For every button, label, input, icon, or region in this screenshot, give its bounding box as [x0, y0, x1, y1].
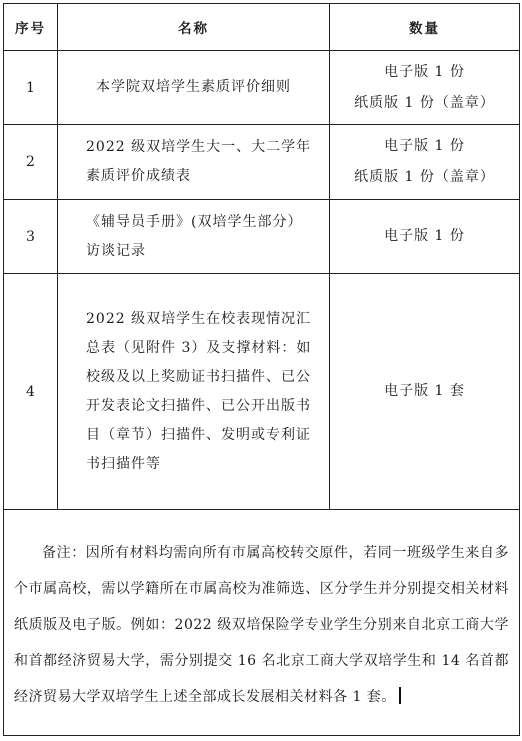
quantity-line: 纸质版 1 份（盖章） — [354, 94, 495, 111]
quantity-line: 电子版 1 份 — [384, 138, 465, 154]
note-text: 备注：因所有材料均需向所有市属高校转交原件，若同一班级学生来自多个市属高校，需以学籍所在市属高校为准筛选、区分学生并分别提交相关材料纸质版及电子版。例如：2022 级双培保险学专业学生分别来自北京工商大学和首都经济贸易大学，需分别提交 16 名北京工商大学双培学生和 14 名首都经济贸易大学双培学生上述全部成长发展相关材料各 1 套。 — [14, 545, 509, 705]
row-name-cell — [58, 200, 330, 274]
row-name: 《辅导员手册》(双培学生部分）访谈记录 — [86, 213, 303, 259]
note-row — [4, 510, 520, 736]
row-quantity-cell — [330, 200, 520, 274]
row-index: 3 — [4, 200, 58, 274]
header-index: 序号 — [4, 4, 58, 51]
row-name: 2022 级双培学生在校表现情况汇总表（见附件 3）及支撑材料：如校级及以上奖励证书扫描件、已公开发表论文扫描件、已公开出版书目（章节）扫描件、发明或专利证书扫描件等 — [86, 310, 312, 472]
row-name-cell — [58, 274, 330, 510]
table-row — [4, 51, 520, 125]
header-name: 名称 — [58, 4, 330, 51]
row-index: 4 — [4, 274, 58, 510]
row-index: 2 — [4, 125, 58, 200]
table-row — [4, 200, 520, 274]
row-quantity-cell — [330, 125, 520, 200]
row-quantity-cell — [330, 274, 520, 510]
row-quantity-cell — [330, 51, 520, 125]
note-cell — [4, 510, 520, 736]
quantity-line: 纸质版 1 份（盖章） — [354, 169, 495, 185]
quantity-line: 电子版 1 份 — [384, 63, 465, 80]
row-name-cell — [58, 51, 330, 125]
row-index: 1 — [4, 51, 58, 125]
header-quantity: 数量 — [330, 4, 520, 51]
row-name: 本学院双培学生素质评价细则 — [96, 79, 291, 95]
table-row — [4, 125, 520, 200]
note-text-block[interactable] — [4, 530, 519, 715]
table-row — [4, 274, 520, 510]
table-header-row — [4, 4, 520, 51]
row-name-cell — [58, 125, 330, 200]
text-cursor — [399, 687, 401, 704]
quantity-line: 电子版 1 份 — [384, 228, 465, 244]
quantity-line: 电子版 1 套 — [384, 383, 465, 399]
row-name: 2022 级双培学生大一、大二学年素质评价成绩表 — [86, 139, 312, 184]
materials-table — [3, 3, 520, 736]
